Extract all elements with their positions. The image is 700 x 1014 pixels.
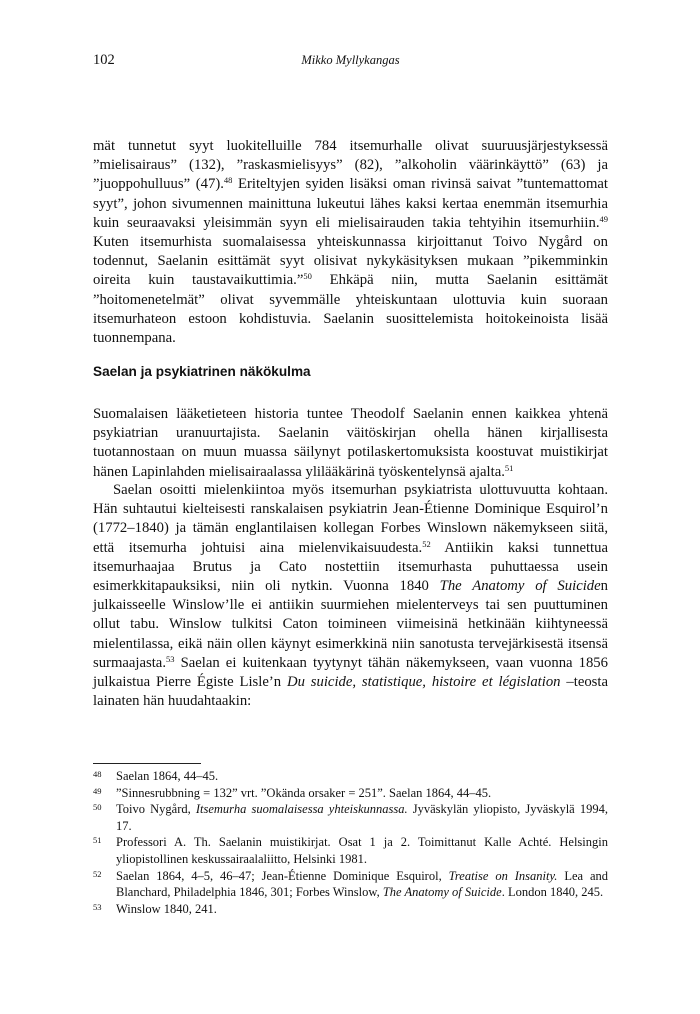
footnote-text: Winslow 1840, 241. (116, 901, 217, 916)
footnote-text: Saelan 1864, 4–5, 46–47; Jean-Étienne Dominique Esquirol, (116, 868, 449, 883)
footnote-ref[interactable]: 52 (422, 538, 431, 549)
footnote-text: . London 1840, 245. (501, 885, 604, 900)
paragraph-1 (93, 137, 608, 348)
footnote-number: 52 (93, 868, 102, 879)
italic-title: Du suicide, statistique, histoire et législation (286, 674, 561, 691)
footnote-text: ”Sinnesrubbning = 132” vrt. ”Okända orsaker = 251”. Saelan 1864, 44–45. (116, 785, 492, 800)
footnote-ref[interactable]: 50 (303, 271, 312, 282)
text-run: Saelan ei kuitenkaan tyytynyt tähän näkemykseen, vaan vuonna 1856 julkaistua Pierre Égiste Lisle’n (93, 654, 608, 691)
footnote-51 (93, 834, 608, 867)
footnote-text: Toivo Nygård, (116, 802, 196, 817)
footnote-number: 50 (93, 802, 102, 813)
text-run: Kuten itsemurhista suomalaisessa yhteiskunnassa kirjoittanut Toivo Nygård on todennut, Saelanin esittämät syyt olisivat nykykäsityksen mukaan ”pikemminkin oireita kuin taustavaikuttimia.” (93, 234, 608, 289)
italic-title: The Anatomy of Suicide (439, 578, 601, 595)
footnote-divider (93, 763, 201, 764)
text-run: Antiikin kaksi tunnettua itsemurhaajaa Brutus ja Cato nostettiin itsemurhasta puhuttaessa usein esimerkkitapauksiksi, niin oli nytkin. Vuonna 1840 (93, 539, 608, 595)
footnote-53 (93, 901, 608, 918)
footnote-italic: Itsemurha suomalaisessa yhteiskunnassa. (195, 802, 408, 817)
footnote-text: Lea and Blanchard, Philadelphia 1846, 301; Forbes Winslow, (116, 868, 609, 900)
page-number: 102 (93, 52, 115, 68)
text-run: –teosta lainaten hän huudahtaakin: (93, 674, 608, 710)
footnotes (93, 768, 608, 917)
text-run: Ehkäpä niin, mutta Saelanin esittämät ”hoitomenetelmät” olivat syvemmälle yhteiskuntaan ulottuvia kuin suoraan itsemurhateon estoon kohdistuvia. Saelanin suosittelemista hoitokeinoista lisää tuonnempana. (93, 272, 608, 347)
section-heading: Saelan ja psykiatrinen näkökulma (93, 364, 311, 379)
footnote-text: Saelan 1864, 44–45. (116, 769, 219, 783)
text-run: Suomalaisen lääketieteen historia tuntee Theodolf Saelanin ennen kaikkea yhtenä psykiatrian uranuurtajista. Saelanin väitöskirjan ohella hänen kirjallisesta tuotannostaan on muun muassa säilynyt potilaskertomuksista koostuvat muistikirjat hänen Lapinlahden mielisairaalassa ylilääkärinä työskentelynsä ajalta. (93, 406, 608, 480)
running-header (93, 52, 608, 72)
footnote-text: Jyväskylän yliopisto, Jyväskylä 1994, 17. (116, 802, 608, 833)
text-run: mät tunnetut syyt luokitelluille 784 itsemurhalle olivat suuruusjärjestyksessä ”mielisairaus” (132), ”raskasmielisyys” (82), ”alkoholin väärinkäyttö” (63) ja ”juoppohulluus” (47). (93, 138, 608, 193)
running-title: Mikko Myllykangas (301, 53, 400, 67)
footnote-number: 49 (93, 785, 102, 796)
footnote-italic: Treatise on Insanity. (448, 868, 558, 883)
footnote-52 (93, 868, 608, 901)
text-run: Eriteltyjen syiden lisäksi oman rivinsä saivat ”tuntemattomat syyt”, johon sivumennen mainittuna lukeutui lähes kaksi kertaa enemmän itsemurhia kuin seuraavaksi yleisimmän syyn eli mielisairauden takia tehtyihin itsemurhiin. (93, 176, 609, 231)
footnote-49 (93, 785, 608, 802)
text-run: n julkaisseelle Winslow’lle ei antiikin suurmiehen mielenterveys tai sen puuttuminen ollut tabu. Winslow tulkitsi Caton toimineen viimeisinä hetkinään kiihtyneessä mielentilassa, eikä näin ollen käynyt esimerkkinä niin sanotusta tervejärkisestä itsensä surmaajasta. (93, 578, 608, 671)
footnote-ref[interactable]: 53 (166, 653, 175, 664)
footnote-48 (93, 768, 608, 785)
paragraph-3 (93, 481, 608, 711)
text-run: Saelan osoitti mielenkiintoa myös itsemurhan psykiatrista ulottuvuutta kohtaan. Hän suhtautui kielteisesti ranskalaisen psykiatrin Jean-Étienne Dominique Esquirol’n (1772–1840) ja tämän englantilaisen kollegan Forbes Winslown näkemykseen siitä, että itsemurha johtuisi aina mielenvikaisuudesta. (93, 482, 608, 556)
footnote-ref[interactable]: 51 (504, 462, 514, 473)
paragraph-2 (93, 405, 608, 482)
footnote-ref[interactable]: 48 (223, 175, 233, 186)
footnote-number: 48 (93, 769, 102, 779)
footnote-50 (93, 801, 608, 834)
footnote-italic: The Anatomy of Suicide (382, 885, 502, 900)
footnote-ref[interactable]: 49 (599, 213, 608, 224)
footnote-number: 51 (93, 835, 102, 846)
footnote-text: Professori A. Th. Saelanin muistikirjat. Osat 1 ja 2. Toimittanut Kalle Achté. Helsingin yliopistollinen keskussairaalaliitto, Helsinki 1981. (116, 835, 608, 866)
footnote-number: 53 (93, 901, 102, 912)
